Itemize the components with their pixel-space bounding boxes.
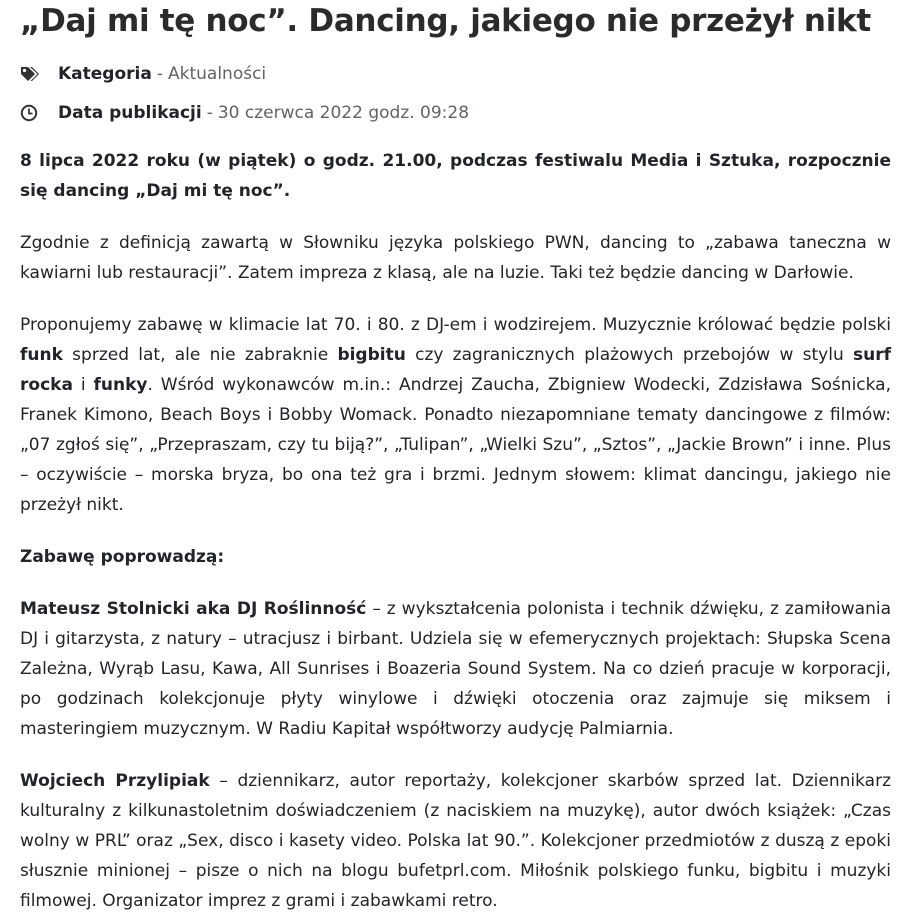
article-meta xyxy=(20,54,891,132)
paragraph-definition: Zgodnie z definicją zawartą w Słowniku języka polskiego PWN, dancing to „zabawa taneczna w kawiarni lub restauracji”. Zatem impreza z klasą, ale na luzie. Taki też będzie dancing w Darłowie. xyxy=(20,233,891,283)
date-row: Data publikacji - 30 czerwca 2022 godz. 09:28 xyxy=(20,93,891,132)
host-name: Wojciech Przylipiak xyxy=(20,771,210,791)
date-value: 30 czerwca 2022 godz. 09:28 xyxy=(217,102,470,123)
hosts-heading: Zabawę poprowadzą: xyxy=(20,547,225,567)
article-lead: 8 lipca 2022 roku (w piątek) o godz. 21.00, podczas festiwalu Media i Sztuka, rozpocznie się dancing „Daj mi tę noc”. xyxy=(20,151,891,201)
category-value[interactable]: Aktualności xyxy=(167,63,267,84)
paragraph-program: Proponujemy zabawę w klimacie lat 70. i 80. z DJ-em i wodzirejem. Muzycznie królować będzie polski funk sprzed lat, ale nie zabraknie bigbitu czy zagranicznych plażowych przebojów w stylu surf rocka i funky. Wśród wykonawców m.in.: Andrzej Zaucha, Zbigniew Wodecki, Zdzisława Sośnicka, Franek Kimono, Beach Boys i Bobby Womack. Ponadto niezapomniane tematy dancingowe z filmów: „07 zgłoś się”, „Przepraszam, czy tu biją?”, „Tulipan”, „Wielki Szu”, „Sztos”, „Jackie Brown” i inne. Plus – oczywiście – morska bryza, bo ona też gra i brzmi. Jednym słowem: klimat dancingu, jakiego nie przeżył nikt. xyxy=(20,315,892,515)
clock-icon xyxy=(20,104,58,122)
host-bio-stolnicki: Mateusz Stolnicki aka DJ Roślinność – z wykształcenia polonista i technik dźwięku, z zamiłowania DJ i gitarzysta, z natury – utracjusz i birbant. Udziela się w efemerycznych projektach: Słupska Scena Zależna, Wyrąb Lasu, Kawa, All Sunrises i Boazeria Sound System. Na co dzień pracuje w korporacji, po godzinach kolekcjonuje płyty winylowe i dźwięki otoczenia oraz zajmuje się miksem i masteringiem muzycznym. W Radiu Kapitał współtworzy audycję Palmiarnia. xyxy=(20,599,891,739)
category-label: Kategoria xyxy=(58,63,152,84)
article-title: „Daj mi tę noc”. Dancing, jakiego nie przeżył nikt xyxy=(20,3,871,39)
date-label: Data publikacji xyxy=(58,102,202,123)
tags-icon xyxy=(20,66,58,82)
host-name: Mateusz Stolnicki aka DJ Roślinność xyxy=(20,599,367,619)
host-bio-przylipiak: Wojciech Przylipiak – dziennikarz, autor reportaży, kolekcjoner skarbów sprzed lat. Dziennikarz kulturalny z kilkunastoletnim doświadczeniem (z naciskiem na muzykę), autor dwóch książek: „Czas wolny w PRL” oraz „Sex, disco i kasety video. Polska lat 90.”. Kolekcjoner przedmiotów z duszą z epoki słusznie minionej – pisze o nich na blogu bufetprl.com. Miłośnik polskiego funku, bigbitu i muzyki filmowej. Organizator imprez z grami i zabawkami retro. xyxy=(20,771,891,911)
category-row: Kategoria - Aktualności xyxy=(20,54,891,93)
